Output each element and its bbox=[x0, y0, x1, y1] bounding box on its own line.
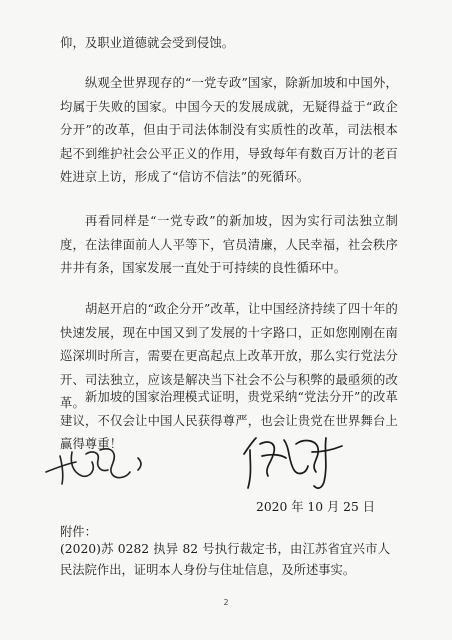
paragraph-reform: 胡赵开启的“政企分开”改革，让中国经济持续了四十年的快速发展，现在中国又到了发展的十字路口，正如您刚刚在南巡深圳时所言，需要在更高起点上改革开放，那么实行党法分开、司法独立，应该是解决当下社会不公与积弊的最亟须的改革。 bbox=[60, 302, 398, 411]
attachment-description: (2020)苏 0282 执异 82 号执行裁定书，由江苏省宜兴市人民法院作出，证明本人身份与住址信息，及所述事实。 bbox=[60, 542, 390, 577]
attachment-label: 附件： bbox=[60, 525, 97, 539]
signature-date: 2020 年 10 月 25 日 bbox=[256, 500, 376, 514]
paragraph-conclusion: 新加坡的国家治理模式证明，贵党采纳“党法分开”的改革建议，不仅会让中国人民获得尊严，也会让贵党在世界舞台上赢得尊重！ bbox=[60, 390, 398, 452]
handwritten-signature-right bbox=[238, 430, 348, 492]
page-number: 2 bbox=[223, 598, 229, 607]
handwritten-signature-left bbox=[42, 442, 162, 488]
paragraph-singapore: 再看同样是“一党专政”的新加坡，因为实行司法独立制度，在法律面前人人平等下，官员清廉，人民幸福，社会秩序井井有条，国家发展一直处于可持续的良性循环中。 bbox=[60, 214, 398, 276]
paragraph-one-party-states: 纵观全世界现存的“一党专政”国家，除新加坡和中国外，均属于失败的国家。中国今天的发展成就，无疑得益于“政企分开”的改革，但由于司法体制没有实质性的改革，司法根本起不到维护社会公平正义的作用，导致每年有数百万计的老百姓进京上访，形成了“信访不信法”的死循环。 bbox=[60, 76, 398, 185]
paragraph-continuation: 仰，及职业道德就会受到侵蚀。 bbox=[60, 36, 235, 50]
